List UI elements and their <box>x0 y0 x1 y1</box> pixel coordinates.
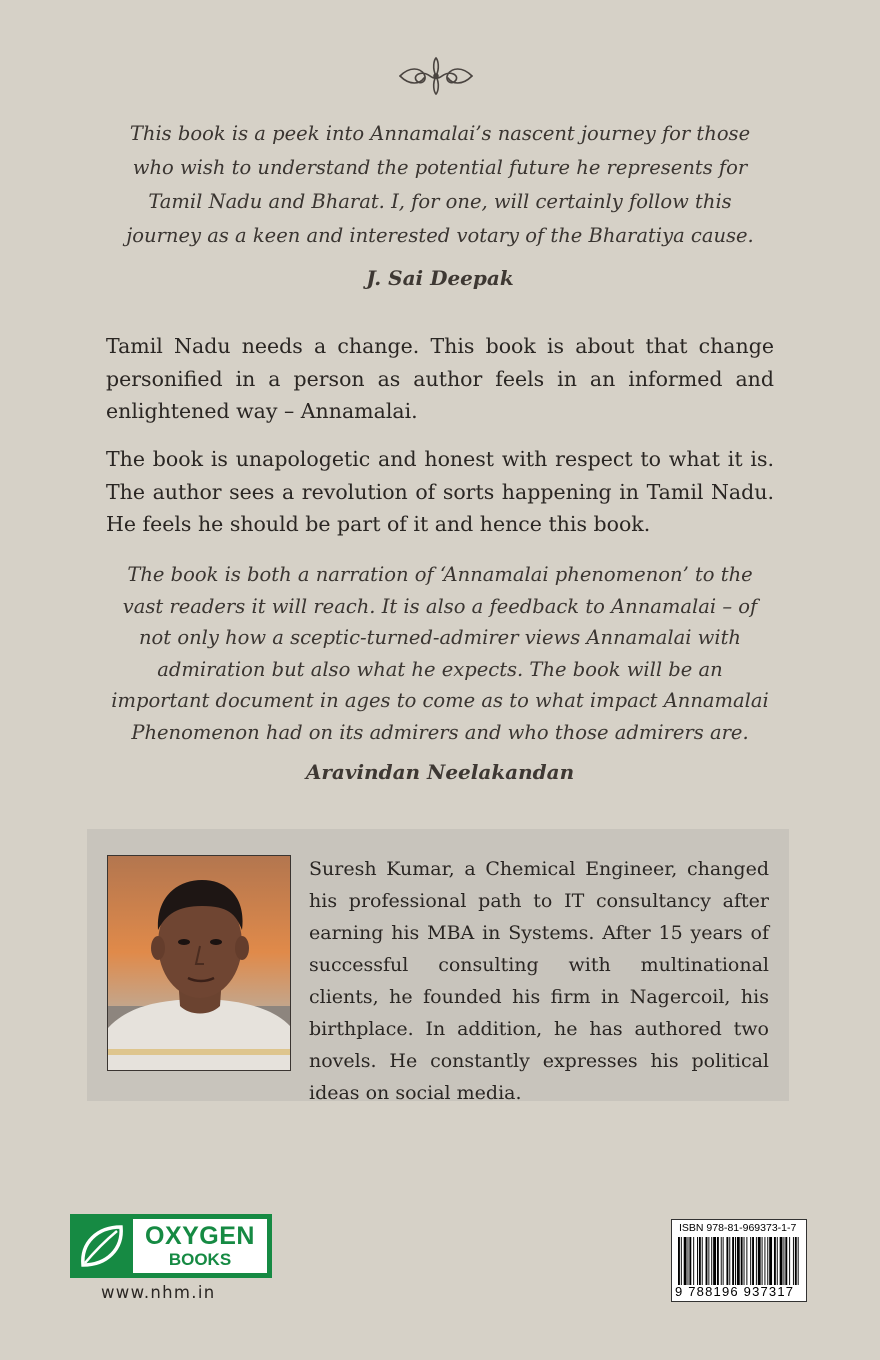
publisher-name-line1: OXYGEN <box>145 1222 255 1250</box>
barcode-bar <box>717 1237 719 1285</box>
barcode-bars <box>676 1237 802 1285</box>
barcode-bar <box>697 1237 698 1285</box>
barcode-bar <box>767 1237 768 1285</box>
flourish-ornament-icon <box>396 54 476 98</box>
barcode-bar <box>721 1237 722 1285</box>
barcode-bar <box>752 1237 754 1285</box>
barcode-bar <box>762 1237 763 1285</box>
blurb-paragraph-2: The book is unapologetic and honest with respect to what it is. The author sees a revolution of sorts happening in Tamil Nadu. He feels he should be part of it and hence this book. <box>106 447 774 536</box>
barcode-bar <box>750 1237 751 1285</box>
barcode-bar <box>783 1237 784 1285</box>
barcode-bar <box>737 1237 740 1285</box>
barcode-bar <box>795 1237 797 1285</box>
endorsement-attribution-1: J. Sai Deepak <box>366 266 514 290</box>
endorsement-attribution-2: Aravindan Neelakandan <box>305 760 575 784</box>
barcode-bar <box>798 1237 799 1285</box>
barcode-bar <box>764 1237 765 1285</box>
barcode-bar <box>758 1237 761 1285</box>
barcode-bar <box>756 1237 757 1285</box>
barcode-bar <box>789 1237 790 1285</box>
leaf-icon <box>75 1219 129 1273</box>
barcode-bar <box>713 1237 716 1285</box>
endorsement-quote-1: This book is a peek into Annamalai’s nascent journey for those who wish to understand the potential future he represents for Tamil Nadu and Bharat. I, for one, will certainly follow this journey as a keen and interested votary of the Bharatiya cause. <box>126 122 754 247</box>
isbn-barcode <box>671 1219 807 1302</box>
barcode-bar <box>688 1237 689 1285</box>
barcode-bar <box>735 1237 736 1285</box>
publisher-logo <box>70 1214 272 1278</box>
barcode-bar <box>741 1237 743 1285</box>
barcode-bar <box>681 1237 682 1285</box>
publisher-name-line2: BOOKS <box>168 1250 232 1269</box>
isbn-label: ISBN 978-81-969373-1-7 <box>679 1222 797 1234</box>
barcode-digits: 9 788196 937317 <box>675 1284 795 1299</box>
barcode-bar <box>729 1237 730 1285</box>
barcode-bar <box>769 1237 772 1285</box>
barcode-bar <box>693 1237 694 1285</box>
barcode-bar <box>678 1237 680 1285</box>
author-bio: Suresh Kumar, a Chemical Engineer, changed his professional path to IT consultancy after earning his MBA in Systems. After 15 years of successful consulting with multinational clients, he founded his firm in Nagercoil, his birthplace. In addition, he has authored two novels. He constantly expresses his political ideas on social media. <box>309 858 769 1104</box>
barcode-bar <box>746 1237 747 1285</box>
barcode-bar <box>744 1237 745 1285</box>
barcode-bar <box>689 1237 691 1285</box>
barcode-bar <box>711 1237 712 1285</box>
barcode-bar <box>706 1237 708 1285</box>
barcode-bar <box>708 1237 709 1285</box>
barcode-bar <box>774 1237 776 1285</box>
barcode-bar <box>702 1237 703 1285</box>
barcode-bar <box>777 1237 778 1285</box>
endorsement-quote-2: The book is both a narration of ‘Annamalai phenomenon’ to the vast readers it will reach. It is also a feedback to Annamalai – of not only how a sceptic-turned-admirer views Annamalai with admiration but also what he expects. The book will be an important document in ages to come as to what impact Annamalai Phenomenon had on its admirers and who those admirers are. <box>111 563 769 744</box>
barcode-bar <box>732 1237 734 1285</box>
barcode-bar <box>723 1237 724 1285</box>
barcode-bar <box>785 1237 787 1285</box>
barcode-bar <box>780 1237 783 1285</box>
author-photo <box>107 855 291 1071</box>
barcode-bar <box>684 1237 687 1285</box>
barcode-bar <box>699 1237 701 1285</box>
barcode-bar <box>726 1237 728 1285</box>
blurb-paragraph-1: Tamil Nadu needs a change. This book is about that change personified in a person as author feels in an informed and enlightened way – Annamalai. <box>106 334 774 423</box>
publisher-website: www.nhm.in <box>101 1283 216 1302</box>
barcode-bar <box>793 1237 794 1285</box>
